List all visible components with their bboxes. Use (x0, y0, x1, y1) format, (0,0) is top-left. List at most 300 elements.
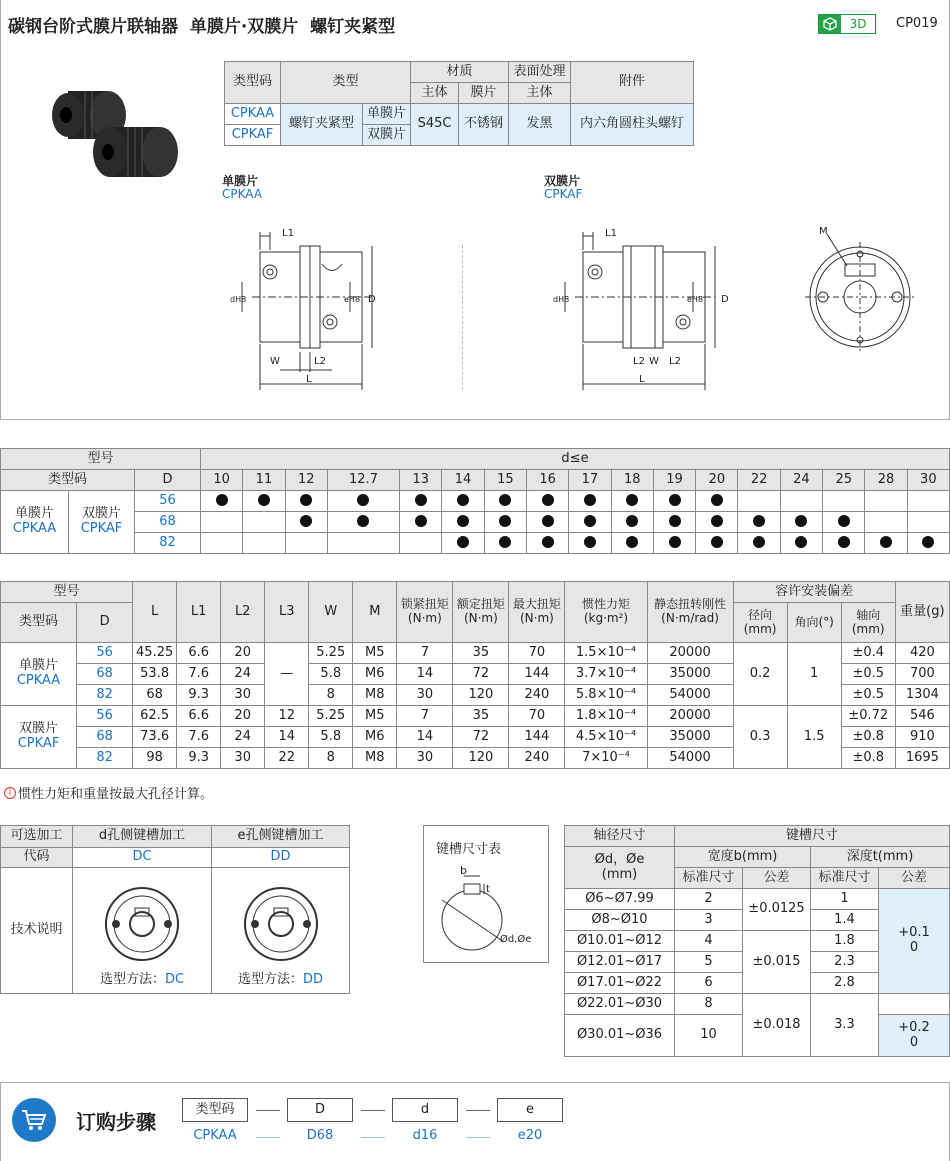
cell-text: 单膜片 (14, 506, 54, 522)
bore-size-header: 11 (243, 470, 285, 491)
table-cell: 56 (135, 491, 201, 512)
table-cell: 技术说明 (1, 868, 73, 994)
table-cell: 1304 (895, 685, 949, 706)
single-diaphragm-drawing (222, 222, 392, 397)
table-cell: 1695 (895, 748, 949, 769)
table-cell: 锁紧扭矩(N·m) (397, 582, 453, 643)
table-cell: 内六角圆柱头螺钉 (571, 104, 694, 146)
available-dot (415, 515, 427, 527)
bore-size-header: 19 (653, 470, 695, 491)
bore-availability-cell (327, 533, 399, 554)
table-cell: 910 (895, 727, 949, 748)
bore-availability-cell (400, 533, 442, 554)
table-cell: 轴径尺寸 (565, 826, 675, 847)
bore-availability-cell (865, 533, 907, 554)
table-cell: ±0.4 (841, 643, 895, 664)
table-cell (879, 889, 950, 994)
bore-availability-cell (484, 491, 526, 512)
cell-text: 双膜片 (81, 506, 121, 522)
table-cell: d≤e (201, 449, 950, 470)
available-dot (300, 515, 312, 527)
table-cell: 2.3 (811, 952, 879, 973)
bore-availability-cell (653, 533, 695, 554)
table-cell: CPKAF (225, 125, 281, 146)
order-separator (256, 1110, 280, 1111)
bore-availability-cell (907, 491, 949, 512)
bore-availability-cell (569, 512, 611, 533)
bore-availability-cell (865, 491, 907, 512)
table-cell: 9.3 (177, 748, 221, 769)
bore-size-header: 30 (907, 470, 949, 491)
bore-availability-cell (201, 512, 243, 533)
cell-text: CPKAA (16, 673, 61, 688)
bore-availability-cell (780, 491, 822, 512)
bore-availability-cell (823, 512, 865, 533)
bore-availability-cell (526, 512, 568, 533)
cube-icon (819, 15, 841, 33)
spec-table (224, 61, 694, 146)
table-cell: 20000 (647, 643, 733, 664)
available-dot (626, 494, 638, 506)
table-cell: 54000 (647, 685, 733, 706)
bore-availability-cell (327, 491, 399, 512)
available-dot (669, 494, 681, 506)
table-cell: 代码 (1, 848, 73, 868)
available-dot (669, 515, 681, 527)
table-cell: ±0.5 (841, 664, 895, 685)
table-cell: 3.7×10⁻⁴ (565, 664, 647, 685)
table-cell: Ø8~Ø10 (565, 910, 675, 931)
single-drawing-code: CPKAA (222, 187, 263, 201)
table-cell: 14 (397, 664, 453, 685)
table-cell (879, 994, 950, 1015)
product-photo (40, 85, 180, 195)
svg-text:Ød,Øe: Ød,Øe (500, 934, 532, 945)
table-cell: 键槽尺寸 (675, 826, 950, 847)
table-cell: ±0.0125 (743, 889, 811, 931)
table-cell: 5.8×10⁻⁴ (565, 685, 647, 706)
svg-text:t: t (486, 884, 490, 895)
svg-text:dH8: dH8 (553, 295, 570, 304)
double-drawing-title: 双膜片 (544, 174, 581, 188)
order-separator (256, 1137, 280, 1138)
available-dot (542, 536, 554, 548)
table-cell: 径向(mm) (733, 603, 787, 643)
bore-size-header: 18 (611, 470, 653, 491)
front-view-drawing (805, 222, 915, 352)
bore-availability-cell (285, 533, 327, 554)
table-cell: M5 (353, 643, 397, 664)
table-cell: 最大扭矩(N·m) (509, 582, 565, 643)
bore-size-header: 15 (484, 470, 526, 491)
table-cell: 宽度b(mm) (675, 847, 811, 868)
svg-text:eH8: eH8 (687, 295, 704, 304)
table-cell (565, 847, 675, 889)
bore-availability-cell (201, 533, 243, 554)
table-cell: 82 (77, 748, 133, 769)
table-cell: ±0.5 (841, 685, 895, 706)
available-dot (669, 536, 681, 548)
bore-availability-cell (400, 491, 442, 512)
table-cell: 1.8 (811, 931, 879, 952)
bore-availability-cell (696, 491, 738, 512)
bore-availability-cell (327, 512, 399, 533)
table-cell: — (265, 643, 309, 706)
table-cell (73, 868, 212, 994)
table-cell: 公差 (743, 868, 811, 889)
available-dot (880, 536, 892, 548)
table-cell: e孔侧键槽加工 (212, 826, 350, 848)
table-cell: 3.3 (811, 994, 879, 1057)
table-cell: 240 (509, 748, 565, 769)
bore-size-header: 22 (738, 470, 780, 491)
option-processing-table (0, 825, 350, 994)
table-cell: 8 (309, 685, 353, 706)
bore-availability-cell (442, 533, 484, 554)
bore-availability-cell (484, 512, 526, 533)
double-drawing-code: CPKAF (544, 187, 583, 201)
order-value-e: e20 (517, 1128, 543, 1143)
cell-text: 选型方法： (99, 971, 165, 987)
order-separator (466, 1110, 490, 1111)
order-field-code: 类型码 (182, 1098, 248, 1122)
order-separator (466, 1137, 490, 1138)
table-cell: M6 (353, 727, 397, 748)
bore-availability-table (0, 448, 950, 554)
available-dot (216, 494, 228, 506)
order-value-code: CPKAA (193, 1128, 237, 1143)
table-cell: 53.8 (133, 664, 177, 685)
bore-availability-cell (611, 512, 653, 533)
table-cell: 54000 (647, 748, 733, 769)
table-cell: 标准尺寸 (675, 868, 743, 889)
table-cell: 惯性力矩(kg·m²) (565, 582, 647, 643)
table-cell: 56 (77, 643, 133, 664)
table-cell: 30 (397, 748, 453, 769)
table-cell: 类型 (281, 62, 411, 104)
double-diaphragm-drawing (545, 222, 740, 397)
table-cell: 5 (675, 952, 743, 973)
table-cell: L3 (265, 582, 309, 643)
table-cell: L2 (221, 582, 265, 643)
table-cell: 72 (453, 727, 509, 748)
table-cell: 1 (811, 889, 879, 910)
table-cell (212, 868, 350, 994)
table-cell: 6.6 (177, 643, 221, 664)
table-cell: 类型码 (1, 603, 77, 643)
table-cell: 45.25 (133, 643, 177, 664)
keyway-diagram-box: 键槽尺寸表 b t Ød,Øe (423, 825, 549, 963)
cell-text: Ød，Øe (594, 851, 645, 867)
available-dot (584, 515, 596, 527)
bore-availability-cell (865, 512, 907, 533)
bore-availability-cell (484, 533, 526, 554)
available-dot (499, 494, 511, 506)
table-cell: 14 (397, 727, 453, 748)
bore-availability-cell (738, 512, 780, 533)
table-cell: ±0.8 (841, 727, 895, 748)
bore-availability-cell (526, 533, 568, 554)
svg-text:D: D (368, 294, 376, 305)
bore-size-header: 12 (285, 470, 327, 491)
bore-availability-cell (442, 491, 484, 512)
cell-text: 单膜片 (19, 658, 59, 674)
info-icon: i (4, 787, 16, 799)
table-cell: 35000 (647, 664, 733, 685)
page-title: 碳钢台阶式膜片联轴器 单膜片·双膜片 螺钉夹紧型 (8, 17, 396, 37)
table-cell: 12 (265, 706, 309, 727)
bore-availability-cell (653, 512, 695, 533)
table-cell: M8 (353, 748, 397, 769)
dd-keyway-diagram (241, 884, 321, 964)
order-separator (361, 1137, 385, 1138)
bore-availability-cell (738, 491, 780, 512)
table-cell: 120 (453, 748, 509, 769)
bore-size-header: 17 (569, 470, 611, 491)
table-cell: 6.6 (177, 706, 221, 727)
table-cell: 68 (133, 685, 177, 706)
svg-text:L1: L1 (282, 228, 294, 239)
bore-availability-cell (653, 491, 695, 512)
bore-availability-cell (780, 512, 822, 533)
keyway-size-table (564, 825, 950, 1057)
table-cell: 主体 (411, 83, 459, 104)
table-cell: 5.25 (309, 643, 353, 664)
order-value-d: d16 (412, 1128, 438, 1143)
footnote: i 惯性力矩和重量按最大孔径计算。 (4, 783, 213, 802)
table-cell: 20000 (647, 706, 733, 727)
catalog-code: CP019 (896, 16, 938, 31)
table-cell: 容许安装偏差 (733, 582, 895, 603)
table-cell: CPKAA (225, 104, 281, 125)
table-cell: 2 (675, 889, 743, 910)
table-cell (879, 1015, 950, 1057)
bore-availability-cell (243, 512, 285, 533)
table-cell: 5.8 (309, 664, 353, 685)
bore-size-header: 12.7 (327, 470, 399, 491)
available-dot (457, 536, 469, 548)
bore-availability-cell (243, 533, 285, 554)
available-dot (457, 515, 469, 527)
available-dot (795, 536, 807, 548)
table-cell: 24 (221, 664, 265, 685)
bore-availability-cell (442, 512, 484, 533)
table-cell: 5.8 (309, 727, 353, 748)
available-dot (258, 494, 270, 506)
table-cell: Ø6~Ø7.99 (565, 889, 675, 910)
bore-availability-cell (400, 512, 442, 533)
available-dot (300, 494, 312, 506)
available-dot (542, 515, 554, 527)
table-cell: 膜片 (459, 83, 509, 104)
svg-text:L2: L2 (669, 356, 681, 367)
table-cell: S45C (411, 104, 459, 146)
table-cell: 螺钉夹紧型 (281, 104, 363, 146)
table-cell: 静态扭转刚性(N·m/rad) (647, 582, 733, 643)
available-dot (753, 515, 765, 527)
table-cell: 30 (221, 748, 265, 769)
table-cell: 70 (509, 643, 565, 664)
bore-availability-cell (611, 533, 653, 554)
single-drawing-title: 单膜片 (222, 174, 259, 188)
svg-text:W: W (270, 356, 280, 367)
table-cell: 单膜片 (363, 104, 411, 125)
bore-size-header: 13 (400, 470, 442, 491)
available-dot (584, 536, 596, 548)
order-field-e: e (497, 1098, 563, 1122)
table-cell: 9.3 (177, 685, 221, 706)
table-cell: 70 (509, 706, 565, 727)
cell-text: +0.1 (898, 925, 930, 941)
table-cell: M8 (353, 685, 397, 706)
table-cell: 重量(g) (895, 582, 949, 643)
table-cell: 30 (397, 685, 453, 706)
table-cell: 24 (221, 727, 265, 748)
table-cell: 4 (675, 931, 743, 952)
available-dot (542, 494, 554, 506)
table-cell: 20 (221, 643, 265, 664)
table-cell: Ø17.01~Ø22 (565, 973, 675, 994)
table-cell: 不锈钢 (459, 104, 509, 146)
order-title: 订购步骤 (76, 1110, 156, 1134)
table-cell: 144 (509, 664, 565, 685)
svg-text:dH8: dH8 (230, 295, 247, 304)
table-cell: Ø22.01~Ø30 (565, 994, 675, 1015)
bore-size-header: 14 (442, 470, 484, 491)
table-cell: DC (73, 848, 212, 868)
table-cell: 角向(°) (787, 603, 841, 643)
table-cell: 144 (509, 727, 565, 748)
bore-size-header: 28 (865, 470, 907, 491)
svg-text:M: M (819, 226, 828, 237)
table-cell: ±0.018 (743, 994, 811, 1057)
table-cell: D (135, 470, 201, 491)
svg-text:L1: L1 (605, 228, 617, 239)
available-dot (922, 536, 934, 548)
table-cell: 2.8 (811, 973, 879, 994)
table-cell: 82 (77, 685, 133, 706)
table-cell (1, 491, 69, 554)
available-dot (499, 536, 511, 548)
bore-size-header: 25 (823, 470, 865, 491)
table-cell: 1.5 (787, 706, 841, 769)
bore-availability-cell (907, 512, 949, 533)
bore-availability-cell (696, 512, 738, 533)
table-cell: ±0.8 (841, 748, 895, 769)
table-cell: 0.2 (733, 643, 787, 706)
table-cell: D (77, 603, 133, 643)
cart-icon (12, 1098, 56, 1142)
cell-text: CPKAA (12, 521, 57, 536)
svg-text:L2: L2 (314, 356, 326, 367)
table-cell: 类型码 (1, 470, 135, 491)
order-field-D: D (287, 1098, 353, 1122)
available-dot (838, 536, 850, 548)
available-dot (711, 536, 723, 548)
table-cell: 0.3 (733, 706, 787, 769)
table-cell: 3 (675, 910, 743, 931)
svg-text:b: b (460, 864, 467, 877)
table-cell: 7 (397, 643, 453, 664)
cell-text: 0 (909, 940, 919, 955)
table-cell: Ø30.01~Ø36 (565, 1015, 675, 1057)
available-dot (357, 494, 369, 506)
bore-size-header: 24 (780, 470, 822, 491)
cell-text: CPKAF (17, 736, 60, 751)
bore-availability-cell (696, 533, 738, 554)
table-cell: 10 (675, 1015, 743, 1057)
bore-availability-cell (907, 533, 949, 554)
table-cell: 35000 (647, 727, 733, 748)
table-cell: 20 (221, 706, 265, 727)
table-cell: d孔侧键槽加工 (73, 826, 212, 848)
order-field-d: d (392, 1098, 458, 1122)
table-cell (69, 491, 135, 554)
cell-text: DC (164, 971, 185, 987)
available-dot (357, 515, 369, 527)
bore-availability-cell (611, 491, 653, 512)
table-cell: 6 (675, 973, 743, 994)
table-cell: 546 (895, 706, 949, 727)
cell-text: +0.2 (898, 1019, 930, 1035)
bore-size-header: 10 (201, 470, 243, 491)
available-dot (795, 515, 807, 527)
table-cell: 型号 (1, 582, 133, 603)
table-cell: 35 (453, 643, 509, 664)
table-cell: M6 (353, 664, 397, 685)
cell-text: (mm) (601, 866, 638, 882)
table-cell: ±0.72 (841, 706, 895, 727)
cell-text: 0 (909, 1034, 919, 1050)
table-cell: 型号 (1, 449, 201, 470)
table-cell: 56 (77, 706, 133, 727)
available-dot (711, 494, 723, 506)
3d-button[interactable]: 3D (818, 14, 876, 34)
table-cell: 发黑 (509, 104, 571, 146)
table-cell: 1.8×10⁻⁴ (565, 706, 647, 727)
cell-text: 选型方法： (237, 971, 303, 987)
table-cell: 22 (265, 748, 309, 769)
table-cell: 82 (135, 533, 201, 554)
table-cell (1, 643, 77, 706)
bore-availability-cell (823, 533, 865, 554)
table-cell: 68 (135, 512, 201, 533)
bore-size-header: 20 (696, 470, 738, 491)
svg-text:eH8: eH8 (344, 295, 361, 304)
table-cell: 700 (895, 664, 949, 685)
table-cell: 4.5×10⁻⁴ (565, 727, 647, 748)
table-cell: 类型码 (225, 62, 281, 104)
table-cell: 可选加工 (1, 826, 73, 848)
table-cell: M (353, 582, 397, 643)
svg-text:W: W (649, 356, 659, 367)
table-cell: 双膜片 (363, 125, 411, 146)
bore-availability-cell (569, 533, 611, 554)
svg-text:L2: L2 (633, 356, 645, 367)
table-cell: 轴向(mm) (841, 603, 895, 643)
available-dot (457, 494, 469, 506)
svg-text:L: L (306, 374, 312, 385)
table-cell: 7×10⁻⁴ (565, 748, 647, 769)
bore-availability-cell (526, 491, 568, 512)
bore-availability-cell (738, 533, 780, 554)
table-cell: 240 (509, 685, 565, 706)
table-cell: 主体 (509, 83, 571, 104)
table-cell: 420 (895, 643, 949, 664)
bore-size-header: 16 (526, 470, 568, 491)
svg-text:L: L (639, 374, 645, 385)
available-dot (584, 494, 596, 506)
